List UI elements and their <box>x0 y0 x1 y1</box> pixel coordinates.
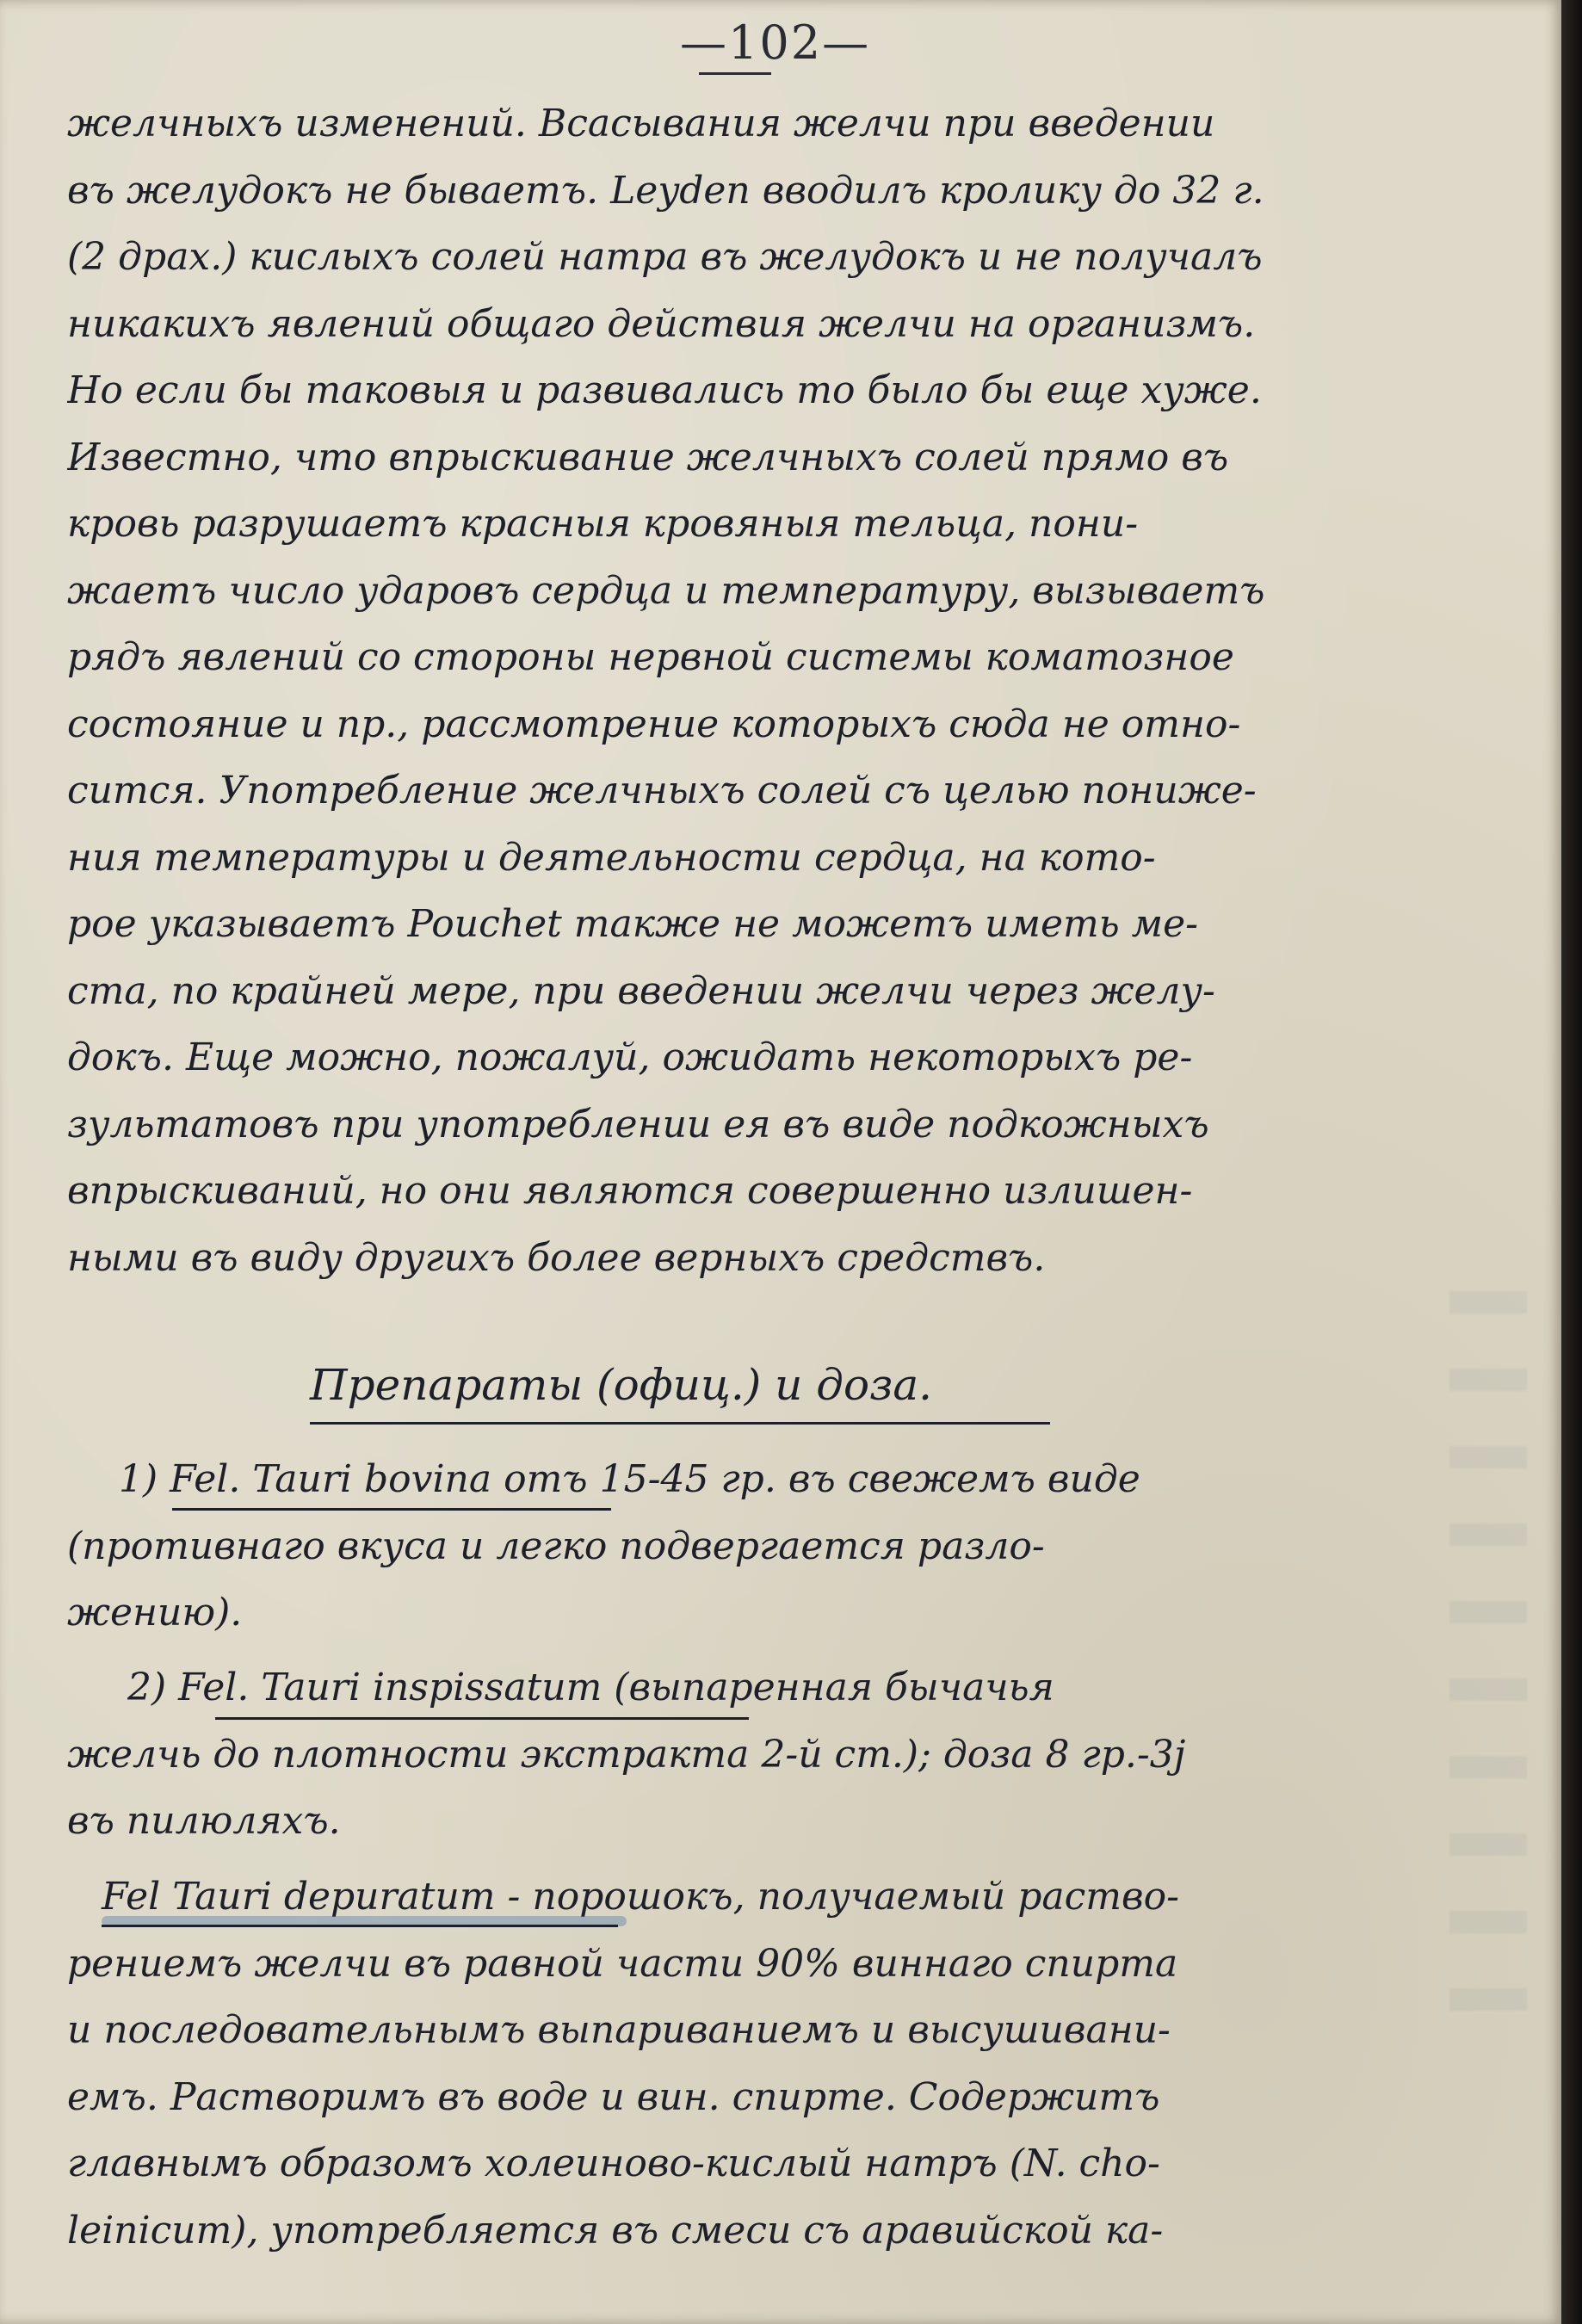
text-line: ными въ виду другихъ более верныхъ средствъ. <box>67 1235 1046 1280</box>
drug-name-underline <box>102 1925 618 1927</box>
text-line: въ пилюляхъ. <box>67 1799 341 1843</box>
text-line: сится. Употребление желчныхъ солей съ целью пониже- <box>67 769 1257 813</box>
text-line: никакихъ явлений общаго действия желчи на организмъ. <box>67 301 1256 346</box>
drug-name-underline <box>215 1717 749 1720</box>
text-line: въ желудокъ не бываетъ. Leyden вводилъ кролику до 32 г. <box>67 168 1264 213</box>
drug-name-underline <box>172 1508 611 1511</box>
text-line: жению). <box>67 1591 243 1635</box>
text-line: 2) Fel. Tauri inspissatum (выпаренная бычачья <box>127 1666 1054 1709</box>
text-line: ста, по крайней мере, при введении желчи через желу- <box>67 968 1215 1013</box>
text-line: (противнаго вкуса и легко подвергается разло- <box>67 1524 1045 1568</box>
text-line: главнымъ образомъ холеиново-кислый натръ (N. cho- <box>67 2142 1160 2185</box>
text-line: состояние и пр., рассмотрение которыхъ сюда не отно- <box>67 702 1241 746</box>
text-line: кровь разрушаетъ красныя кровяныя тельца, пони- <box>67 502 1139 546</box>
heading-underline <box>310 1422 1050 1425</box>
text-line: рениемъ желчи въ равной части 90% виннаго спирта <box>67 1941 1178 1986</box>
text-line: (2 драх.) кислыхъ солей натра въ желудокъ и не получалъ <box>67 235 1263 279</box>
text-line: Fel Tauri depuratum - порошокъ, получаемый раство- <box>102 1875 1179 1919</box>
item-2 <box>67 1654 1444 1855</box>
page-number: —102— <box>680 15 871 70</box>
section-heading: Препараты (офиц.) и доза. <box>310 1360 933 1410</box>
page-number-underline <box>699 72 771 75</box>
text-line: жаетъ число ударовъ сердца и температуру, вызываетъ <box>67 568 1265 613</box>
text-line: зультатовъ при употреблении ея въ виде подкожныхъ <box>67 1102 1209 1147</box>
paragraph-1 <box>67 90 1444 1291</box>
book-edge <box>1561 0 1582 2324</box>
text-line: Но если бы таковыя и развивались то было бы еще хуже. <box>67 368 1262 412</box>
text-line: Известно, что впрыскивание желчныхъ солей прямо въ <box>67 435 1229 479</box>
item-1 <box>67 1446 1444 1647</box>
text-line: 1) Fel. Tauri bovina отъ 15-45 гр. въ свежемъ виде <box>119 1457 1140 1501</box>
text-line: желчь до плотности экстракта 2-й ст.); доза 8 гр.-3j <box>67 1732 1186 1777</box>
text-line: и последовательнымъ выпариваниемъ и высушивани- <box>67 2008 1171 2052</box>
text-line: рое указываетъ Pouchet также не можетъ иметь ме- <box>67 902 1199 946</box>
text-line: емъ. Растворимъ въ воде и вин. спирте. Содержитъ <box>67 2074 1160 2119</box>
text-line: ния температуры и деятельности сердца, на кото- <box>67 835 1156 880</box>
text-line: желчныхъ изменений. Всасывания желчи при введении <box>67 102 1215 145</box>
ink-bleed-through <box>1449 1291 1527 2066</box>
text-line: leinicum), употребляется въ смеси съ аравийской ка- <box>67 2208 1164 2253</box>
text-line: докъ. Еще можно, пожалуй, ожидать некоторыхъ ре- <box>67 1035 1193 1079</box>
text-line: впрыскиваний, но они являются совершенно излишен- <box>67 1169 1193 1213</box>
text-line: рядъ явлений со стороны нервной системы коматозное <box>67 635 1234 679</box>
